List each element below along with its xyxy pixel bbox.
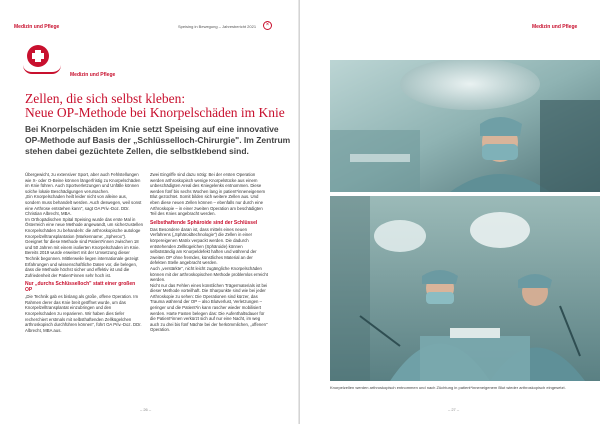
paragraph: „Die Technik gab es bislang als große, offene Operation. Im Rahmen derer das Knie breit geöffnet wurde, um das Knorpelzelltransplantat einzubringen und den Knorpelschaden zu reparieren. Wir haben dies tiefer recherchiert erstmals mit selbsthaftenden Zellkügelchen arthroskopisch durchführen können", führt OA Priv.-Doz. DDr. Albrecht, MBA aus. [25, 294, 142, 333]
close-icon[interactable]: × [263, 21, 272, 30]
paragraph: Im Orthopädischen Spital Speising wurde das erste Mal in Österreich eine neue Methode angewandt, um sicherzustellen Knorpelschäden zu behandeln: die arthroskopische autologe Knorpelzelltransplantation (Markenname: „Spherox"). Geeignet für diese Methode sind Patient*innen zwischen 18 und 50 Jahren mit einem isolierten Knorpelschaden im Knie. [25, 216, 143, 250]
page-number-right: – 27 – [448, 407, 460, 412]
paragraph: Nicht nur das Fehlen eines künstlichen Trägermaterials ist bei dieser Methode vorteilhaft. Die Sharpunkte sind wie bei jeder Arthroskopie zu sehen: Die Operationen sind kürzer, das Trauma während der OP – also Blutverlust, Verletzungen – geringer und die Patient*in kann rascher wieder mobilisiert werden. Harte Fasten belegen das: Die Aufenthaltsdauer für die Patient*innen verkürzt sich auf nur eine Nacht, im weg auch zu drei bis fünf Nächte bei der herkömmlichen, „offenen" Operation. [150, 282, 268, 333]
text-column-1 [25, 172, 143, 333]
paragraph: Übergewicht, zu extensiver Sport, aber auch Fehlstellungen wie X- oder O-Beine können längerfristig zu Knorpelschäden im Knie führen. Auch Sportverletzungen und Unfälle können solche lokale Beschädigungen verursachen. [25, 172, 141, 194]
article-lead: Bei Knorpelschäden im Knie setzt Speising auf eine innovative OP-Methode auf Basis der „Schlüsselloch-Chirurgie". Im Zentrum stehen dabei gezüchtete Zellen, die selbstklebend sind. [25, 124, 291, 156]
paragraph: Bereits 2019 wurde erweitert mit der Umsetzung dieser Technik begonnen. Mittlerweile liegen internationale gezeigt Erfahrungen und wissenschaftliche Daten vor, die belegen, dass die Methode höchst sicher und effektiv ist und die Zufriedenheit der Patient*innen sehr hoch ist. [25, 250, 139, 278]
paragraph: Zwei Eingriffe sind dazu nötig: Bei der ersten Operation werden arthroskopisch wenige Knorpelstücke aus einem unbeschädigten Areal des Kniegelenks entnommen. Diese werden fünf bis sechs Wochen lang in patient*inneneigenem Blut gezüchtet. Somit bilden sich weitere Zellen aus. Und eben diese neuen Zellen können – ebenfalls nur durch eine Arthroskopie – in einer zweiten Operation am beschädigten Teil des Knies angebracht werden. [150, 172, 266, 217]
headline-line-1: Zellen, die sich selbst kleben: [25, 91, 186, 106]
category-label: Medizin und Pflege [70, 72, 116, 78]
page-number-left: – 26 – [140, 407, 152, 412]
subheading: Nur „durchs Schlüsselloch" statt einer großen OP [25, 281, 136, 294]
running-header: Speising in Bewegung – Jahresbericht 2021 [178, 24, 257, 29]
paragraph: „Ein Knorpelschaden heilt leider nicht von alleine aus, sondern muss behandelt werden. Auch deswegen, weil sonst eine Arthrose entstehen kann", sagt OA Priv.-Doz. DDr. Christian Albrecht, MBA. [25, 194, 142, 217]
operating-room-photo [330, 196, 600, 381]
subheading: Selbsthaftende Sphäroide sind der Schlüssel [150, 219, 258, 226]
section-label-right: Medizin und Pflege [532, 24, 578, 30]
medical-cross-hand-icon [23, 45, 63, 81]
right-page [300, 0, 600, 424]
headline-line-2: Neue OP-Methode bei Knorpelschäden im Knie [25, 105, 285, 120]
section-label-left: Medizin und Pflege [14, 24, 60, 30]
text-column-2 [150, 172, 268, 333]
paragraph: Das Besondere daran ist, dass mittels eines neuen Verfahrens („Sphäroidtechnologie") die Zellen in einer körpereigenen Matrix verpackt werden. Die dadurch entstehenden Zellkügelchen (Sphäroide) können selbstständig am Knorpeldefekt haften und während der zweiten OP ohne fremdes, künstliches Material an der defekten Stelle angebracht werden. [150, 226, 257, 266]
paragraph: Auch „verstärkte", nicht leicht zugängliche Knorpelschäden können mit der arthroskopischen Methode problemlos erreicht werden. [150, 265, 268, 283]
article-headline [25, 92, 290, 120]
surgeon-photo [330, 60, 600, 192]
photo-caption: Knorpelzellen werden arthroskopisch entnommen und nach Züchtung in patient*inneneigenem Blut wieder arthroskopisch eingesetzt. [330, 385, 566, 390]
